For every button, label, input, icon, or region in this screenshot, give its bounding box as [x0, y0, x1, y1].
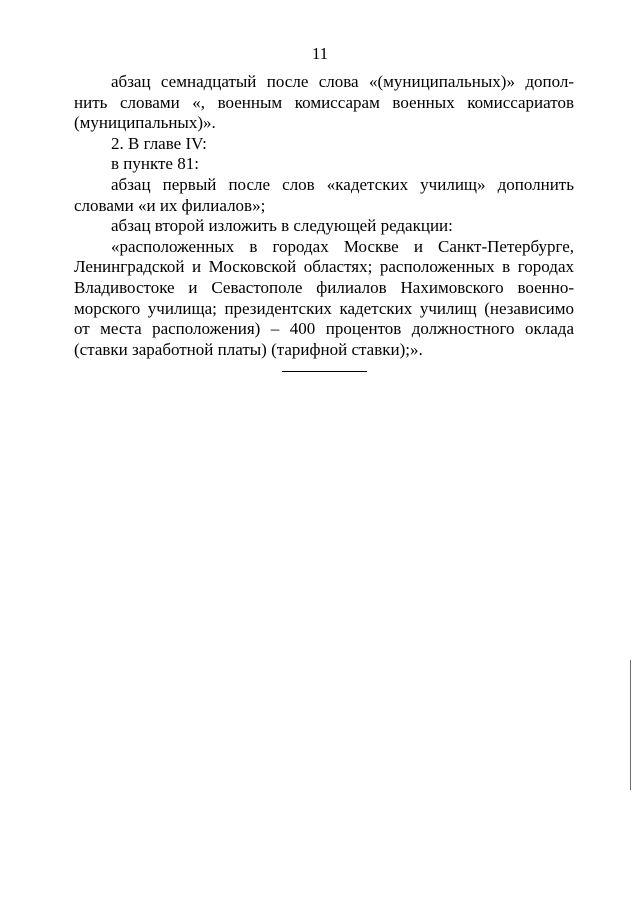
page-number: 11	[311, 44, 329, 63]
text-line: (ставки заработной платы) (тарифной ставки);».	[74, 339, 423, 359]
text-line: в пункте 81:	[111, 154, 199, 174]
text-line: словами «и их филиалов»;	[74, 195, 266, 215]
text-line: нить словами «, военным комиссарам военных комиссариатов	[74, 92, 574, 112]
text-line: абзац второй изложить в следующей редакции:	[111, 216, 453, 236]
end-separator-line	[282, 371, 367, 372]
text-line: абзац первый после слов «кадетских училищ» дополнить	[111, 174, 574, 194]
text-line: «расположенных в городах Москве и Санкт-Петербурге,	[111, 236, 574, 256]
text-line: от места расположения) – 400 процентов должностного оклада	[74, 319, 574, 339]
text-line: Владивостоке и Севастополе филиалов Нахимовского военно-	[74, 277, 574, 297]
text-line: абзац семнадцатый после слова «(муниципальных)» допол-	[111, 72, 574, 91]
text-line: 2. В главе IV:	[111, 133, 207, 153]
text-line: Ленинградской и Московской областях; расположенных в городах	[74, 257, 574, 277]
text-line: (муниципальных)».	[74, 113, 216, 133]
scan-edge-mark	[630, 660, 631, 790]
text-line: морского училища; президентских кадетских училищ (независимо	[74, 298, 574, 318]
document-body	[74, 72, 574, 360]
